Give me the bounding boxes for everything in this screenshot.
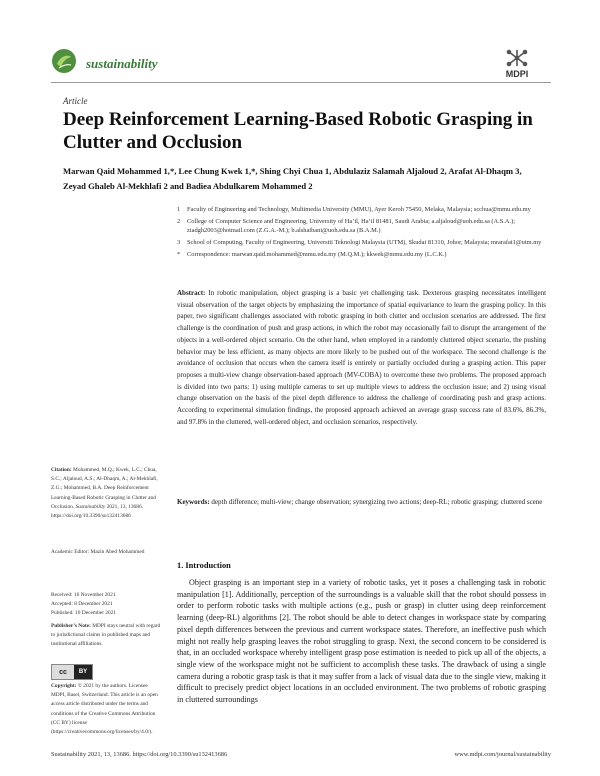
citation-journal: Sustainability bbox=[75, 503, 106, 510]
publisher-logo bbox=[505, 48, 529, 79]
abstract-text: In robotic manipulation, object grasping is a basic yet challenging task. Dexterous grasping necessitates intelligent visual observation of the target objects by emphasizing the importance of spatial equivariance to learn the grasping policy. In this paper, two significant challenges associated with robotic grasping in both clutter and occlusion scenarios are addressed. The first challenge is the coordination of push and grasp actions, in which the robot may occasionally fail to disrupt the arrangement of the objects in a well-ordered object scenario. On the other hand, when employed in a randomly cluttered object scenario, the pushing behavior may be less efficient, as many objects are more likely to be pushed out of the workspace. The second challenge is the avoidance of occlusion that occurs when the camera itself is entirely or partially occluded during a grasping action. This paper proposes a multi-view change observation-based approach (MV-COBA) to overcome these two problems. The proposed approach is divided into two parts: 1) using multiple cameras to set up multiple views to address the occlusion issue; and 2) using visual change observation on the basis of the pixel depth difference to address the challenge of coordinating push and grasp actions. According to experimental simulation findings, the proposed approach achieved an average grasp success rate of 83.6%, 86.3%, and 97.8% in the cluttered, well-ordered object, and occlusion scenarios, respectively. bbox=[177, 289, 547, 426]
affiliation-item bbox=[177, 238, 547, 247]
affiliation-text: College of Computer Science and Engineering, University of Ha’il, Ha’il 81481, Saudi Arabia; a.aljaloud@uoh.edu.sa (A.S.A.); ziadgh2003@hotmail.com (Z.G.A.-M.); b.alshaibani@uoh.edu.sa (B.A.M.) bbox=[187, 218, 516, 234]
affiliation-number: 3 bbox=[177, 239, 181, 246]
affiliation-text: Correspondence: marwan.qaid.mohammed@mmu.edu.my (M.Q.M.); kkwek@mmu.edu.my (L.C.K.) bbox=[187, 251, 447, 258]
article-title: Deep Reinforcement Learning-Based Robotic Grasping in Clutter and Occlusion bbox=[63, 109, 533, 153]
copyright-text: © 2021 by the authors. Licensee MDPI, Basel, Switzerland. This article is an open access article distributed under the terms and conditions of the Creative Commons Attribution (CC BY) license (https://creativecommons.org/licenses/by/4.0/). bbox=[51, 683, 158, 736]
copyright-label: Copyright: bbox=[51, 683, 77, 689]
introduction-heading: 1. Introduction bbox=[177, 561, 231, 570]
affiliation-item bbox=[177, 217, 547, 235]
publisher-note bbox=[51, 622, 161, 650]
cc-by-license-badge[interactable] bbox=[51, 664, 93, 680]
keywords-text: depth difference; multi-view; change observation; synergizing two actions; deep-RL; robotic grasping; cluttered scene bbox=[211, 498, 543, 506]
copyright-block bbox=[51, 682, 161, 737]
citation-label: Citation: bbox=[51, 467, 72, 473]
article-type: Article bbox=[63, 96, 88, 106]
editor-name: Mazin Abed Mohammed bbox=[90, 549, 145, 555]
keywords-label: Keywords: bbox=[177, 498, 210, 506]
received-date: Received: 16 November 2021 bbox=[51, 592, 116, 598]
affiliation-text: School of Computing, Faculty of Engineering, Universiti Teknologi Malaysia (UTM), Skudai 81310, Johor, Malaysia; mrarafat1@utm.my bbox=[187, 239, 542, 246]
header-divider bbox=[51, 82, 551, 83]
by-icon: BY bbox=[74, 665, 92, 679]
affiliation-number: 1 bbox=[177, 206, 181, 213]
sustainability-logo-icon bbox=[51, 48, 77, 74]
accepted-date: Accepted: 8 December 2021 bbox=[51, 601, 113, 608]
footer-citation[interactable]: Sustainability 2021, 13, 13686. https://doi.org/10.3390/su132413686 bbox=[51, 751, 228, 758]
abstract bbox=[177, 288, 546, 428]
footer-journal-url[interactable]: www.mdpi.com/journal/sustainability bbox=[454, 751, 551, 758]
cc-icon: cc bbox=[52, 665, 74, 679]
mdpi-mark-icon bbox=[505, 48, 529, 68]
affiliation-text: Faculty of Engineering and Technology, Multimedia University (MMU), Ayer Keroh 75450, Melaka, Malaysia; scchua@mmu.edu.my bbox=[187, 206, 531, 213]
editor-label: Academic Editor: bbox=[51, 549, 90, 555]
publisher-note-text: MDPI stays neutral with regard to jurisdictional claims in published maps and institutional affiliations. bbox=[51, 623, 161, 648]
correspondence bbox=[177, 250, 547, 259]
citation-block bbox=[51, 466, 161, 521]
author-list: Marwan Qaid Mohammed 1,*, Lee Chung Kwek 1,*, Shing Chyi Chua 1, Abdulaziz Salamah Aljaloud 2, Arafat Al-Dhaqm 3, Zeyad Ghaleb Al-Mekhlafi 2 and Badiea Abdulkarem Mohammed 2 bbox=[63, 166, 522, 191]
published-date: Published: 10 December 2021 bbox=[51, 610, 117, 617]
affiliation-number: 2 bbox=[177, 218, 181, 225]
dates-block bbox=[51, 591, 161, 619]
affiliation-number: * bbox=[177, 251, 181, 258]
citation-text: Mohammed, M.Q.; Kwek, L.C.; Chua, S.C.; Aljaloud, A.S.; Al-Dhaqm, A.; Al-Mekhlafi, Z.G.; Mohammed, B.A. Deep Reinforcement Learning-Based Robotic Grasping in Clutter and Occlusion. bbox=[51, 467, 158, 510]
page-footer bbox=[51, 751, 551, 758]
affiliations bbox=[177, 205, 547, 262]
journal-name: sustainability bbox=[86, 56, 158, 71]
introduction-text: Object grasping is an important step in a variety of robotic tasks, yet it poses a challenging task in robotic manipulation [1]. Additionally, perception of the surroundings is a valuable skill that the robot should possess in order to perform robotic tasks with multiple actions (e.g., push or grasp) in clutter using deep reinforcement learning (deep-RL) algorithms [2]. The robot should be able to detect changes in workspace state by comparing pixel depth differences between the previous and current workspace states. Therefore, an ineffective push which might not really help grasping leaves the robot struggling to grasp. Next, the second concern to be considered is that, in an occluded workspace whereby intelligent grasp pose estimation is needed to pick up all of the objects, a single view of the workspace might not be sufficient to accomplish these tasks. The drawback of using a single camera during a robotic grasp task is that it may suffer from a lack of visual data due to the single view, making it difficult to precisely predict object locations in an occluded environment. The two problems of robotic grasping in cluttered surroundings bbox=[177, 578, 546, 705]
publisher-note-label: Publisher’s Note: bbox=[51, 623, 91, 629]
publisher-name: MDPI bbox=[505, 69, 529, 79]
affiliation-item bbox=[177, 205, 547, 214]
abstract-label: Abstract: bbox=[177, 289, 206, 297]
citation-details[interactable]: 2021, 13, 13686. https://doi.org/10.3390/su132413686 bbox=[51, 503, 143, 520]
academic-editor bbox=[51, 548, 161, 557]
keywords bbox=[177, 497, 546, 509]
